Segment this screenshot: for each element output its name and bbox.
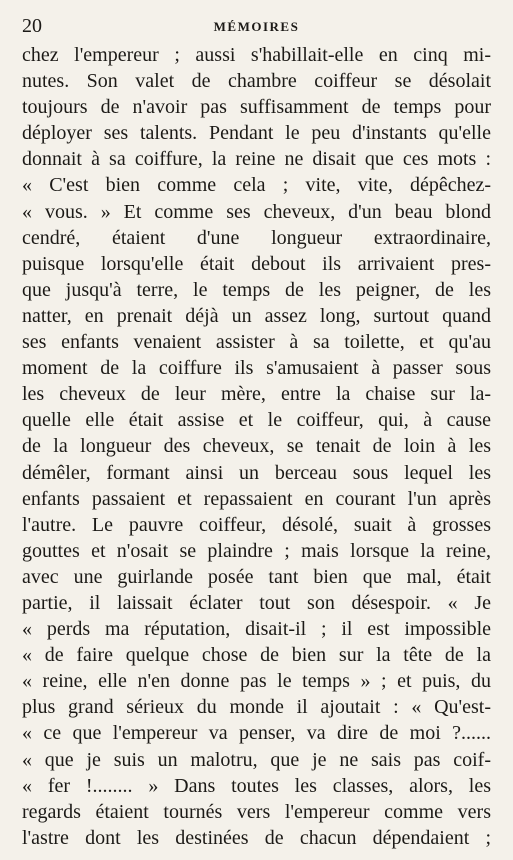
text-line: l'astre dont les destinées de chacun dépendaient ; bbox=[22, 826, 491, 849]
text-line: gouttes et n'osait se plaindre ; mais lorsque la reine, bbox=[22, 539, 491, 562]
text-line: regards étaient tournés vers l'empereur comme vers bbox=[22, 800, 491, 823]
text-line: plus grand sérieux du monde il ajoutait : « Qu'est- bbox=[22, 696, 491, 719]
text-line: donnait à sa coiffure, la reine ne disait que ces mots : bbox=[22, 148, 491, 171]
text-line: avec une guirlande posée tant bien que mal, était bbox=[22, 565, 491, 588]
text-line: « reine, elle n'en donne pas le temps » ; et puis, du bbox=[22, 670, 491, 693]
text-line: cendré, étaient d'une longueur extraordinaire, bbox=[22, 226, 491, 249]
page-number: 20 bbox=[22, 15, 42, 37]
text-line: quelle elle était assise et le coiffeur, qui, à cause bbox=[22, 409, 491, 432]
text-line: natter, en prenait déjà un assez long, surtout quand bbox=[22, 304, 491, 327]
text-line: « C'est bien comme cela ; vite, vite, dépêchez- bbox=[22, 174, 491, 197]
text-line: « que je suis un malotru, que je ne sais pas coif- bbox=[22, 748, 491, 771]
text-line: chez l'empereur ; aussi s'habillait-elle en cinq mi- bbox=[22, 44, 491, 66]
text-line: « de faire quelque chose de bien sur la tête de la bbox=[22, 644, 491, 667]
text-line: « ce que l'empereur va penser, va dire de moi ?...... bbox=[22, 722, 491, 745]
text-line: partie, il laissait éclater tout son désespoir. « Je bbox=[22, 591, 491, 614]
running-head bbox=[22, 14, 491, 38]
text-line: nutes. Son valet de chambre coiffeur se désolait bbox=[22, 70, 491, 93]
text-line: que jusqu'à terre, le temps de les peigner, de les bbox=[22, 278, 491, 301]
text-line: « perds ma réputation, disait-il ; il est impossible bbox=[22, 618, 491, 641]
text-line: moment de la coiffure ils s'amusaient à passer sous bbox=[22, 357, 491, 380]
text-line: l'autre. Le pauvre coiffeur, désolé, suait à grosses bbox=[22, 513, 491, 536]
text-line: toujours de n'avoir pas suffisamment de temps pour bbox=[22, 96, 491, 119]
text-line: démêler, formant ainsi un berceau sous lequel les bbox=[22, 461, 491, 484]
text-line: « vous. » Et comme ses cheveux, d'un beau blond bbox=[22, 200, 491, 223]
text-line: déployer ses talents. Pendant le peu d'instants qu'elle bbox=[22, 122, 491, 145]
text-line: enfants passaient et repassaient en courant l'un après bbox=[22, 487, 491, 510]
text-line: puisque lorsqu'elle était debout ils arrivaient pres- bbox=[22, 252, 491, 275]
text-line: de la longueur des cheveux, se tenait de loin à les bbox=[22, 435, 491, 458]
body-text bbox=[22, 42, 491, 851]
text-line: ses enfants venaient assister à sa toilette, et qu'au bbox=[22, 331, 491, 354]
text-line: les cheveux de leur mère, entre la chaise sur la- bbox=[22, 383, 491, 406]
running-title: MÉMOIRES bbox=[213, 19, 300, 34]
text-line: « fer !........ » Dans toutes les classes, alors, les bbox=[22, 774, 491, 797]
